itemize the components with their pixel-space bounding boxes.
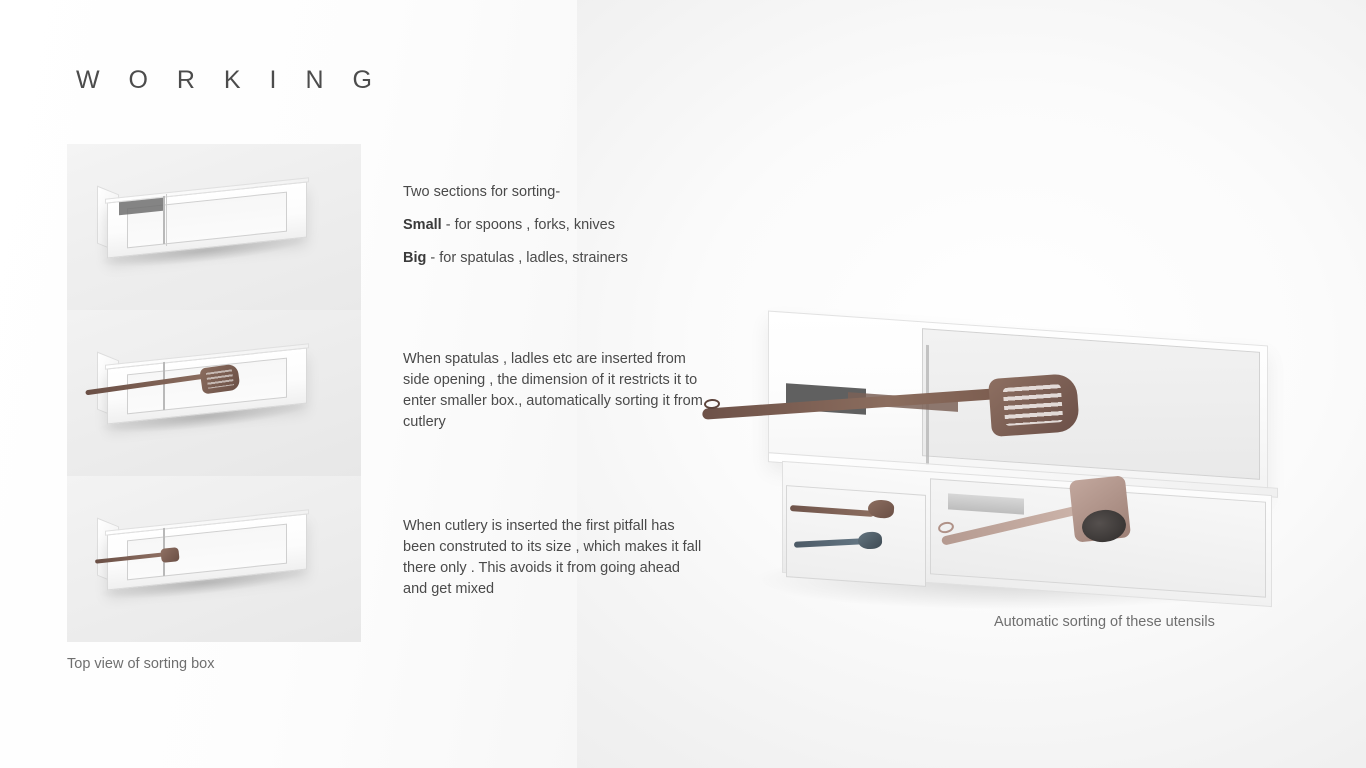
left-image-caption: Top view of sorting box bbox=[67, 656, 215, 672]
sorting-item-small-label: Small bbox=[403, 217, 442, 233]
box-divider bbox=[163, 196, 165, 244]
sorting-item-small-description: - for spoons , forks, knives bbox=[441, 217, 615, 233]
hero-render-sorting-box bbox=[690, 300, 1310, 620]
page-title: W O R K I N G bbox=[76, 66, 383, 94]
sorting-item-big-description: - for spatulas , ladles, strainers bbox=[426, 250, 628, 266]
box-divider bbox=[163, 362, 165, 410]
hero-second-spoon-head bbox=[858, 531, 883, 549]
top-view-spatula-image bbox=[67, 310, 361, 476]
intro-heading: Two sections for sorting- bbox=[403, 184, 561, 200]
top-view-image-stack bbox=[67, 144, 361, 642]
paragraph-small-cutlery: When cutlery is inserted the first pitfall has been construted to its size , which makes it fall there only . This avoids it from going ahead and get mixed bbox=[403, 518, 702, 597]
hero-small-section bbox=[786, 485, 926, 587]
intro-text-block bbox=[403, 182, 703, 268]
hero-caption: Automatic sorting of these utensils bbox=[994, 614, 1215, 630]
hero-top-inner-cavity bbox=[922, 328, 1260, 480]
paragraph-big-utensils: When spatulas , ladles etc are inserted from side opening , the dimension of it restricts it to enter smaller box., automatically sorting it from cutlery bbox=[403, 351, 703, 430]
sorting-item-big bbox=[403, 248, 703, 268]
top-view-cutlery-image bbox=[67, 476, 361, 642]
hero-spatula-slots bbox=[1003, 384, 1064, 426]
sorting-item-small bbox=[403, 215, 703, 235]
box-divider-secondary bbox=[166, 194, 167, 246]
cutlery-head bbox=[160, 547, 179, 563]
sorting-item-big-label: Big bbox=[403, 250, 427, 266]
top-view-empty-box-image bbox=[67, 144, 361, 310]
